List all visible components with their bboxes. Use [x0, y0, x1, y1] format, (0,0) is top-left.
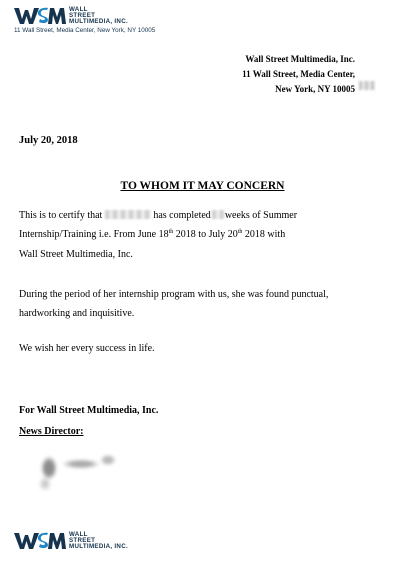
sender-line: 11 Wall Street, Media Center,	[242, 69, 355, 79]
logo-wordmark	[69, 7, 128, 26]
letter-title: TO WHOM IT MAY CONCERN	[120, 180, 285, 192]
body-paragraph-line: We wish her every success in life.	[19, 343, 155, 354]
body-paragraph-line: Wall Street Multimedia, Inc.	[19, 249, 133, 260]
wsm-logo-mark	[14, 531, 66, 551]
body-paragraph-line	[19, 229, 285, 240]
sender-line: Wall Street Multimedia, Inc.	[245, 54, 355, 64]
redacted-weeks	[212, 210, 224, 219]
signature	[33, 446, 123, 490]
letterhead-address: 11 Wall Street, Media Center, New York, NY 10005	[14, 27, 156, 34]
body-text: has completed	[153, 210, 211, 221]
letterhead-logo	[14, 6, 128, 26]
body-paragraph-line	[19, 210, 297, 221]
body-text: 2018 with	[242, 229, 286, 240]
body-text: weeks of Summer	[224, 210, 298, 221]
logo-wordmark	[69, 532, 128, 551]
logo-word: STREET	[69, 536, 96, 544]
logo-word: WALL	[69, 530, 88, 538]
closing-company: For Wall Street Multimedia, Inc.	[19, 405, 159, 416]
body-paragraph-line: hardworking and inquisitive.	[19, 308, 135, 319]
ordinal-suffix: th	[237, 229, 243, 235]
body-paragraph-line: During the period of her internship program with us, she was found punctual,	[19, 289, 329, 300]
sender-address	[242, 52, 355, 97]
logo-word: WALL	[69, 5, 88, 13]
sender-line: New York, NY 10005	[275, 84, 355, 94]
logo-word: MULTIMEDIA, INC.	[69, 543, 128, 551]
logo-word: MULTIMEDIA, INC.	[69, 18, 128, 26]
redacted-name	[105, 210, 151, 219]
redacted-mark	[359, 81, 375, 90]
footer-logo	[14, 531, 128, 551]
ordinal-suffix: th	[168, 229, 174, 235]
body-text: 2018 to July 20	[173, 229, 238, 240]
body-text: Internship/Training i.e. From June 18	[19, 229, 169, 240]
body-text: This is to certify that	[19, 210, 103, 221]
letter-date: July 20, 2018	[19, 135, 78, 146]
logo-word: STREET	[69, 11, 96, 19]
closing-role: News Director:	[19, 426, 84, 437]
wsm-logo-mark	[14, 6, 66, 26]
